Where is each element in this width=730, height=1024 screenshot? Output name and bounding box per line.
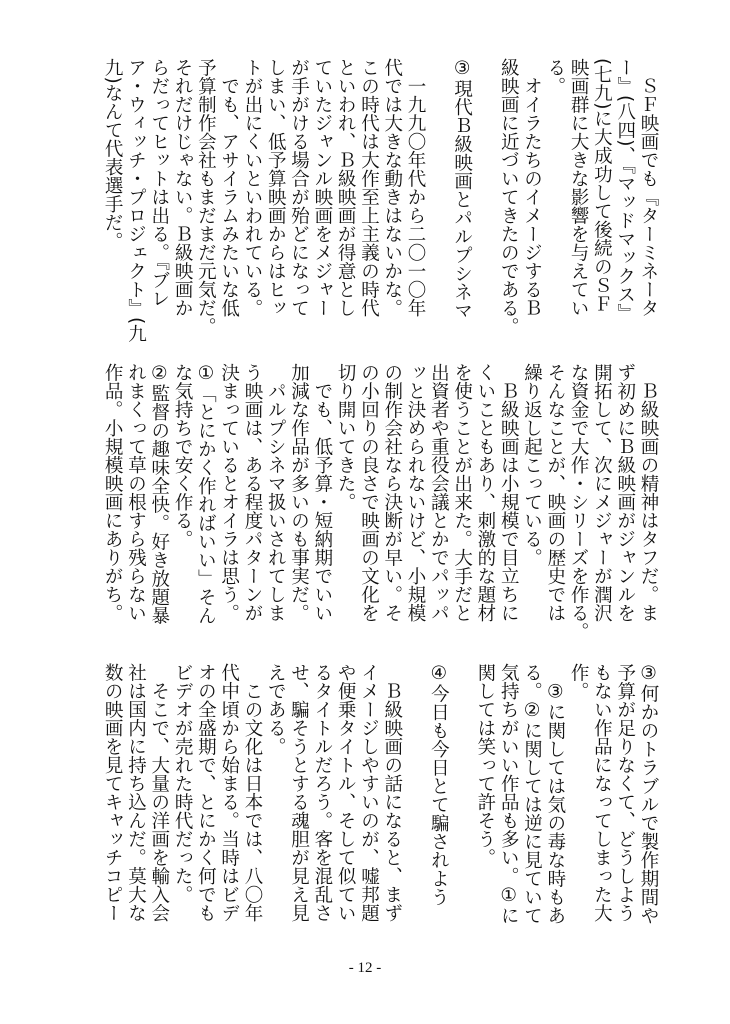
text-column: ア・ウィッチ・プロジェクト』(九 xyxy=(125,58,147,343)
text-column: イメージしやすいのが、嘘邦題 xyxy=(358,663,380,922)
text-column: もない作品になってしまった大 xyxy=(591,663,613,922)
text-column: でも、低予算・短納期でいい xyxy=(311,363,333,622)
text-column: それだけじゃない。Ｂ級映画か xyxy=(172,58,194,317)
text-column: ③何かのトラブルで製作期間や xyxy=(638,663,659,925)
text-column: せ、騙そうとする魂胆が見え見 xyxy=(288,663,310,922)
text-column: 代では大きな動きはないかな。 xyxy=(381,58,403,317)
text-column: の小回りの良さで映画の文化を xyxy=(358,363,380,622)
text-column: 級映画に近づいてきたのである。 xyxy=(498,58,520,336)
text-column: そんなことが、映画の歴史では xyxy=(544,363,566,622)
text-column: るタイトルだろう。客を混乱さ xyxy=(311,663,333,922)
text-column: くいこともあり、刺激的な題材 xyxy=(474,363,496,622)
text-column: ②監督の趣味全快。好き放題暴 xyxy=(148,363,170,625)
text-column xyxy=(450,663,473,953)
text-column: ビデオが売れた時代だった。 xyxy=(172,663,194,904)
text-column: この文化は日本では、八〇年 xyxy=(241,663,263,922)
text-column: や便乗タイトル、そして似てい xyxy=(335,663,357,922)
text-column: 社は国内に持ち込んだ。莫大な xyxy=(125,663,147,922)
text-column: といわれ、Ｂ級映画が得意とし xyxy=(335,58,357,317)
text-column: な資金で大作・シリーズを作る。 xyxy=(568,363,590,641)
text-column: Ｂ級映画の話になると、まず xyxy=(381,663,403,922)
text-column: る。②に関しては逆に見ていて xyxy=(521,663,543,925)
text-column: (七九)に大成功して後続のＳＦ xyxy=(591,58,613,313)
text-column: 繰り返し起こっている。 xyxy=(521,363,543,567)
text-column: 加減な作品が多いのも事実だ。 xyxy=(288,363,310,622)
text-block-bottom xyxy=(101,663,660,953)
page-number: - 12 - xyxy=(348,960,382,976)
text-column: Ｂ級映画は小規模で目立ちに xyxy=(498,363,520,622)
text-column: ＳＦ映画でも『ターミネータ xyxy=(638,58,659,317)
text-column: 一九九〇年代から二〇一〇年 xyxy=(405,58,427,317)
text-block-middle xyxy=(101,363,660,653)
text-column xyxy=(404,663,427,953)
text-column: 気持ちがいい作品も多い。①に xyxy=(498,663,520,925)
text-column: オの全盛期で、とにかく何でも xyxy=(195,663,217,922)
text-column: でも、アサイラムみたいな低 xyxy=(218,58,240,317)
text-column xyxy=(474,58,497,348)
text-column: えである。 xyxy=(265,663,287,756)
text-column: 代中頃から始まる。当時はビデ xyxy=(218,663,240,922)
text-column: ず初めにＢ級映画がジャンルを xyxy=(614,363,636,622)
text-column: 作品。小規模映画にありがち。 xyxy=(102,363,124,622)
text-column: 出資者や重役会議とかでパッパ xyxy=(428,363,450,622)
text-column: ③現代Ｂ級映画とパルプシネマ xyxy=(451,58,473,320)
text-column: れまくって草の根すら残らない xyxy=(125,363,147,622)
text-column: 切り開いてきた。 xyxy=(335,363,357,511)
text-column xyxy=(427,58,450,348)
text-column: パルプシネマ扱いされてしま xyxy=(265,363,287,622)
text-column: Ｂ級映画の精神はタフだ。ま xyxy=(638,363,659,622)
text-column: の制作会社なら決断が早い。そ xyxy=(381,363,403,622)
text-column: 予算が足りなくて、どうしよう xyxy=(614,663,636,922)
text-column: トが出にくいといわれている。 xyxy=(241,58,263,317)
text-column: ー』(八四)、『マッドマックス』 xyxy=(614,58,636,323)
text-column: ①「とにかく作ればいい」そん xyxy=(195,363,217,625)
text-column: を使うことが出来た。大手だと xyxy=(451,363,473,622)
text-column: ④今日も今日とて騙されよう xyxy=(428,663,450,906)
text-column: 開拓して、次にメジャーが潤沢 xyxy=(591,363,613,622)
text-column: らだってヒットは出る。『ブレ xyxy=(148,58,170,308)
text-column: な気持ちで安く作る。 xyxy=(172,363,194,548)
text-column: う映画は、ある程度パターンが xyxy=(241,363,263,622)
text-column: 作。 xyxy=(568,663,590,700)
text-column: 予算制作会社もまだまだ元気だ。 xyxy=(195,58,217,336)
text-column: 数の映画を見てキャッチコピー xyxy=(102,663,124,922)
text-column: この時代は大作至上主義の時代 xyxy=(358,58,380,317)
text-column: しまい、低予算映画からはヒッ xyxy=(265,58,287,317)
text-column: そこで、大量の洋画を輸入会 xyxy=(148,663,170,922)
text-column: 決まっているとオイラは思う。 xyxy=(218,363,240,622)
text-column: オイラたちのイメージするＢ xyxy=(521,58,543,317)
text-column: 九)なんて代表選手だ。 xyxy=(102,58,124,251)
text-column: 映画群に大きな影響を与えてい xyxy=(568,58,590,317)
text-column: ッと決められないけど、小規模 xyxy=(405,363,427,622)
text-column: ていたジャンル映画をメジャー xyxy=(311,58,333,317)
text-column: る。 xyxy=(544,58,566,95)
text-column: ③に関しては気の毒な時もあ xyxy=(544,663,566,925)
text-block-top xyxy=(101,58,660,348)
text-column: が手がける場合が殆どになって xyxy=(288,58,310,317)
text-column: 関しては笑って許そう。 xyxy=(474,663,496,867)
